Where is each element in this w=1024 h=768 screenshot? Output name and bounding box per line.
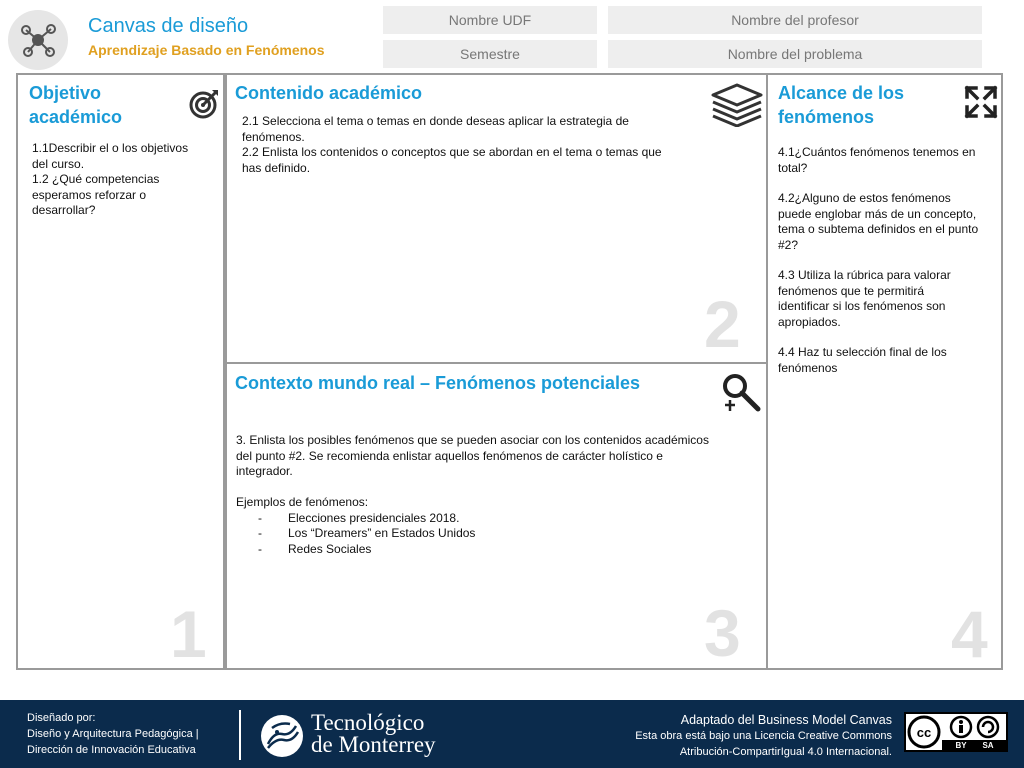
text-line: integrador. <box>236 464 293 478</box>
list-item: - Los “Dreamers” en Estados Unidos <box>236 526 761 542</box>
text-line: puede englobar más de un concepto, <box>778 206 977 221</box>
text-line: identificar si los fenómenos son <box>778 299 946 313</box>
text-line: apropiados. <box>778 314 841 329</box>
network-icon <box>8 10 68 70</box>
contexto-title: Contexto mundo real – Fenómenos potenciales <box>235 373 641 393</box>
cell-number-2: 2 <box>704 287 741 361</box>
list-item: - Elecciones presidenciales 2018. <box>236 511 761 527</box>
problem-name-field[interactable]: Nombre del problema <box>608 40 982 68</box>
professor-name-field[interactable]: Nombre del profesor <box>608 6 982 34</box>
sa-text: SA <box>982 741 994 750</box>
cell-alcance-fenomenos[interactable] <box>766 73 1003 670</box>
text-line: esperamos reforzar o <box>32 187 147 202</box>
footer <box>0 700 1024 768</box>
tec-wordmark <box>311 712 436 756</box>
alcance-title-line2: fenómenos <box>778 107 875 127</box>
target-icon <box>188 88 220 120</box>
alcance-text <box>778 145 1000 376</box>
text-line: 2.2 Enlista los contenidos o conceptos que se abordan en el tema o temas que <box>242 145 662 159</box>
text-line: 4.3 Utiliza la rúbrica para valorar <box>778 268 951 282</box>
search-person-icon <box>721 372 763 412</box>
examples-label: Ejemplos de fenómenos: <box>236 495 369 509</box>
tec-wordmark-line2: de Monterrey <box>311 732 436 757</box>
license-block <box>635 712 892 760</box>
page-subtitle: Aprendizaje Basado en Fenómenos <box>88 42 325 58</box>
text-line: 1.2 ¿Qué competencias <box>32 172 160 186</box>
tec-wordmark-line1: Tecnológico <box>311 710 425 735</box>
examples-list <box>236 511 761 558</box>
text-line: has definido. <box>242 160 311 175</box>
creative-commons-icon <box>906 714 1006 750</box>
text-line: fenómenos. <box>242 129 305 144</box>
alcance-title <box>778 81 904 129</box>
expand-icon <box>964 85 998 119</box>
objetivo-text <box>32 141 222 219</box>
contenido-title: Contenido académico <box>235 83 423 103</box>
objetivo-title-line1: Objetivo <box>29 83 102 103</box>
cc-by-sa-badge[interactable] <box>904 712 1008 752</box>
cell-number-4: 4 <box>951 597 988 670</box>
footer-divider <box>239 710 241 760</box>
designed-by-block <box>27 710 199 758</box>
text-line: 3. Enlista los posibles fenómenos que se pueden asociar con los contenidos académicos <box>236 433 709 447</box>
text-line: #2? <box>778 237 799 252</box>
cell-contenido-academico[interactable] <box>225 73 768 364</box>
text-line: fenómenos <box>778 360 838 375</box>
text-line: tema o subtema definidos en el punto <box>778 222 979 236</box>
adapted-from-text: Adaptado del Business Model Canvas <box>680 713 892 727</box>
page-title: Canvas de diseño <box>88 15 249 37</box>
objetivo-title <box>29 81 122 129</box>
layers-icon <box>710 83 764 127</box>
text-line: del curso. <box>32 156 85 171</box>
network-logo <box>8 10 68 70</box>
cell-number-3: 3 <box>704 596 741 670</box>
department-line2: Dirección de Innovación Educativa <box>27 744 196 756</box>
license-line2[interactable]: Atribución-CompartirIgual 4.0 Internacional. <box>679 746 892 758</box>
semester-field[interactable]: Semestre <box>383 40 597 68</box>
text-line: 2.1 Selecciona el tema o temas en donde deseas aplicar la estrategia de <box>242 114 629 128</box>
spacer <box>778 253 1000 268</box>
alcance-title-line1: Alcance de los <box>778 83 905 103</box>
text-line: fenómenos que te permitirá <box>778 283 925 298</box>
list-item: - Redes Sociales <box>236 542 761 558</box>
cc-text: cc <box>916 725 932 740</box>
cell-number-1: 1 <box>170 597 207 670</box>
spacer <box>236 480 761 496</box>
text-line: 4.1¿Cuántos fenómenos tenemos en <box>778 145 976 159</box>
text-line: del punto #2. Se recomienda enlistar aquellos fenómenos de carácter holístico e <box>236 448 663 463</box>
text-line: total? <box>778 160 808 175</box>
by-text: BY <box>955 741 967 750</box>
text-line: 4.2¿Alguno de estos fenómenos <box>778 191 951 205</box>
spacer <box>778 176 1000 191</box>
contenido-text <box>242 114 712 176</box>
objetivo-title-line2: académico <box>29 107 123 127</box>
contexto-text <box>236 433 761 557</box>
designed-by-label: Diseñado por: <box>27 712 96 724</box>
cell-objetivo-academico[interactable] <box>16 73 225 670</box>
tec-seal-icon <box>260 714 304 758</box>
udf-name-field[interactable]: Nombre UDF <box>383 6 597 34</box>
cell-contexto-mundo-real[interactable] <box>225 362 768 670</box>
text-line: desarrollar? <box>32 203 96 217</box>
text-line: 1.1Describir el o los objetivos <box>32 141 189 155</box>
text-line: 4.4 Haz tu selección final de los <box>778 345 947 359</box>
spacer <box>778 330 1000 345</box>
license-line1[interactable]: Esta obra está bajo una Licencia Creative Commons <box>635 730 892 742</box>
department-line1: Diseño y Arquitectura Pedagógica | <box>27 728 199 740</box>
